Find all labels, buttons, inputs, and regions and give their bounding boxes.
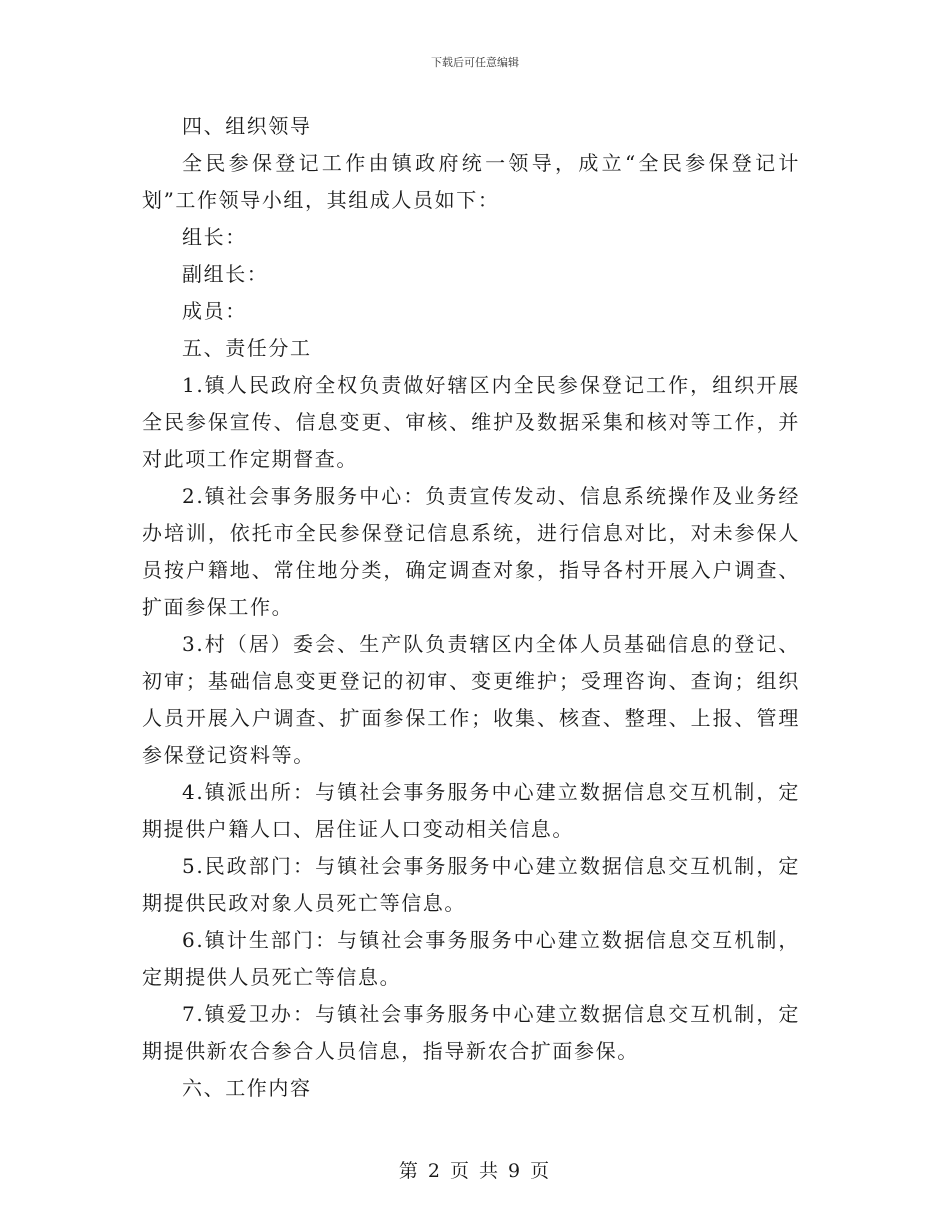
section-6-title: 六、工作内容 — [182, 1076, 312, 1100]
duty-item-7: 7.镇爱卫办：与镇社会事务服务中心建立数据信息交互机制，定期提供新农合参合人员信息，指导新农合扩面参保。 — [142, 1002, 800, 1063]
section-4-title: 四、组织领导 — [182, 114, 312, 138]
duty-item-4: 4.镇派出所：与镇社会事务服务中心建立数据信息交互机制，定期提供户籍人口、居住证人口变动相关信息。 — [142, 780, 800, 841]
duty-item-3: 3.村（居）委会、生产队负责辖区内全体人员基础信息的登记、初审；基础信息变更登记的初审、变更维护；受理咨询、查询；组织人员开展入户调查、扩面参保工作；收集、核查、整理、上报、管理参保登记资料等。 — [142, 632, 800, 767]
document-body — [142, 108, 800, 1107]
section-4-paragraph: 全民参保登记工作由镇政府统一领导，成立“全民参保登记计划”工作领导小组，其组成人员如下： — [142, 151, 800, 212]
section-5-title: 五、责任分工 — [182, 336, 312, 360]
duty-item-5: 5.民政部门：与镇社会事务服务中心建立数据信息交互机制，定期提供民政对象人员死亡等信息。 — [142, 854, 800, 915]
members-line: 成员： — [182, 299, 247, 323]
page-header: 下载后可任意编辑 — [431, 56, 519, 69]
duty-item-1: 1.镇人民政府全权负责做好辖区内全民参保登记工作，组织开展全民参保宣传、信息变更、审核、维护及数据采集和核对等工作，并对此项工作定期督查。 — [142, 373, 800, 471]
duty-item-2: 2.镇社会事务服务中心：负责宣传发动、信息系统操作及业务经办培训，依托市全民参保登记信息系统，进行信息对比，对未参保人员按户籍地、常住地分类，确定调查对象，指导各村开展入户调查、扩面参保工作。 — [142, 484, 800, 619]
duty-item-6: 6.镇计生部门：与镇社会事务服务中心建立数据信息交互机制，定期提供人员死亡等信息。 — [142, 928, 800, 989]
deputy-leader-line: 副组长： — [182, 262, 269, 286]
page-number: 第 2 页 共 9 页 — [398, 1160, 552, 1182]
leader-line: 组长： — [182, 225, 247, 249]
